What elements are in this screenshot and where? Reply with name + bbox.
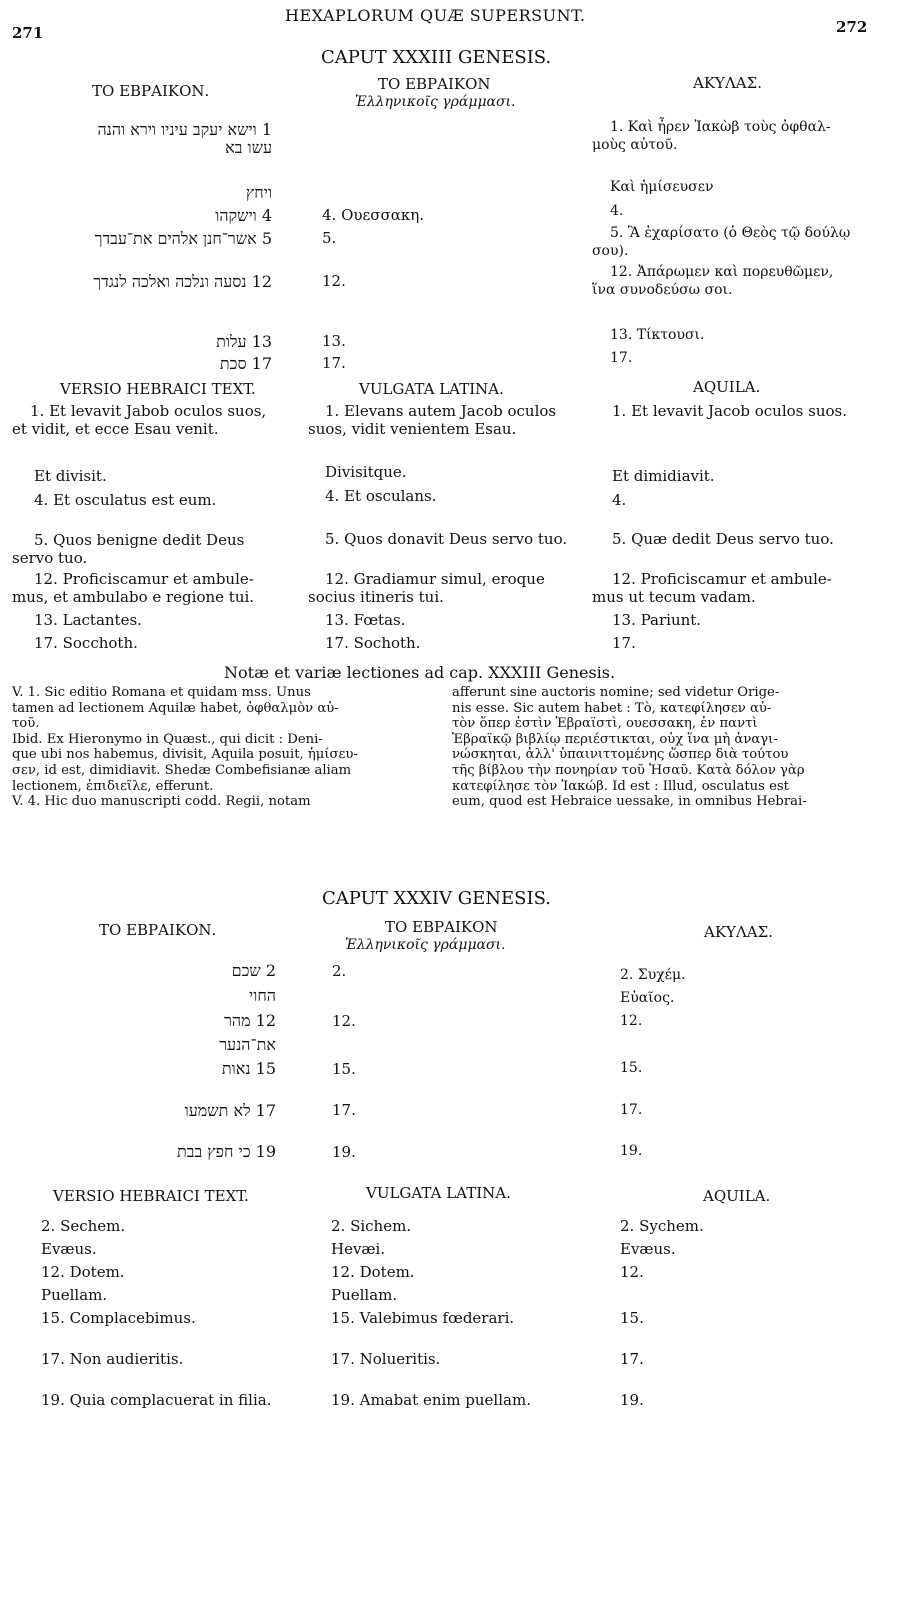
ch33-aquila-greek-v13: 13. Τίκτουσι.	[610, 327, 705, 343]
ch33-header-akylas: ΑΚΥΛΑΣ.	[693, 74, 762, 92]
ch34-vulgata-v17: 17. Nolueritis.	[331, 1350, 441, 1368]
ch33-aquila-greek-v5-line1: 5. Ἃ ἐχαρίσατο (ὁ Θεὸς τῷ δούλῳ	[610, 225, 851, 241]
notes-left-line: V. 1. Sic editio Romana et quidam mss. Unus	[12, 685, 311, 700]
ch33-aquila-latin-v17: 17.	[612, 634, 636, 652]
ch34-versio-evaeus: Evæus.	[41, 1240, 97, 1258]
ch34-aquila-latin-v12: 12.	[620, 1263, 644, 1281]
ch34-hebrew-v2: 2 שכם	[231, 961, 276, 980]
ch33-hebrew-v17: 17 סכת	[219, 354, 272, 373]
ch33-versio-v4: 4. Et osculatus est eum.	[34, 491, 217, 509]
ch34-versio-v15: 15. Complacebimus.	[41, 1309, 196, 1327]
ch34-hebrew-hivvi: החוי	[249, 986, 276, 1005]
ch33-aquila-latin-v12-line1: 12. Proficiscamur et ambule-	[612, 570, 832, 588]
ch33-aquila-greek-v12-line1: 12. Ἀπάρωμεν καὶ πορευθῶμεν,	[610, 264, 834, 280]
ch33-aquila-greek-v5-line2: σου).	[592, 243, 629, 259]
ch34-header-aquila: AQUILA.	[703, 1187, 771, 1205]
ch34-versio-v17: 17. Non audieritis.	[41, 1350, 184, 1368]
ch34-vulgata-puellam: Puellam.	[331, 1286, 398, 1304]
ch34-header-hebraikon: ΤΟ ΕΒΡΑΙΚΟΝ.	[99, 921, 217, 939]
ch34-aquila-greek-v17: 17.	[620, 1102, 643, 1118]
page-number-left: 271	[12, 24, 44, 42]
ch33-versio-divisit: Et divisit.	[34, 467, 107, 485]
ch33-hebrew-v1-line1: 1 וישא יעקב עיניו וירא והנה	[97, 120, 272, 139]
ch33-aquila-greek-v12-line2: ἵνα συνοδεύσω σοι.	[592, 282, 733, 298]
ch34-hebrew-v19: 19 כי חפץ בבת	[177, 1142, 276, 1161]
notes-right-column	[452, 685, 882, 810]
ch33-versio-v5-line1: 5. Quos benigne dedit Deus	[34, 531, 245, 549]
chapter-33-title: CAPUT XXXIII GENESIS.	[321, 47, 552, 68]
ch33-aquila-greek-divisit: Καὶ ἡμίσευσεν	[610, 179, 714, 195]
ch33-aquila-latin-v13: 13. Pariunt.	[612, 611, 702, 629]
ch33-aquila-greek-v4: 4.	[610, 203, 624, 219]
notes-left-column	[12, 685, 432, 810]
ch34-versio-v12: 12. Dotem.	[41, 1263, 125, 1281]
ch33-hebrew-v5: 5 אשר־חנן אלהים את־עבדך	[94, 229, 272, 248]
notes-left-line: Ibid. Ex Hieronymo in Quæst., qui dicit : Deni-	[12, 731, 323, 747]
ch33-hebrew-divisit: ויחץ	[245, 183, 272, 202]
ch33-aquila-greek-v17: 17.	[610, 350, 633, 366]
ch34-versio-v2: 2. Sechem.	[41, 1217, 126, 1235]
ch33-vulgata-v17: 17. Sochoth.	[325, 634, 421, 652]
chapter-34-title: CAPUT XXXIV GENESIS.	[322, 888, 551, 909]
ch33-versio-v13: 13. Lactantes.	[34, 611, 142, 629]
ch34-translit-v2: 2.	[332, 962, 347, 980]
ch34-translit-v17: 17.	[332, 1101, 356, 1119]
ch33-versio-v17: 17. Socchoth.	[34, 634, 138, 652]
notes-right-line: τὸν ὅπερ ἐστὶν Ἑβραϊστὶ, ουεσσακη, ἐν παντὶ	[452, 716, 758, 732]
notes-right-line: afferunt sine auctoris nomine; sed videtur Orige-	[452, 685, 780, 700]
notes-left-line: que ubi nos habemus, divisit, Aquila posuit, ἡμίσευ-	[12, 747, 358, 763]
ch34-aquila-latin-v19: 19.	[620, 1391, 644, 1409]
ch33-translit-v13: 13.	[322, 332, 346, 350]
ch34-aquila-latin-evaeus: Evæus.	[620, 1240, 676, 1258]
notes-left-line: lectionem, ἐπιδιεῖλε, efferunt.	[12, 778, 214, 794]
ch33-aquila-latin-v5: 5. Quæ dedit Deus servo tuo.	[612, 530, 834, 548]
ch34-hebrew-naar: את־הנער	[219, 1035, 276, 1054]
ch34-vulgata-hevaei: Hevæi.	[331, 1240, 386, 1258]
ch33-vulgata-v5: 5. Quos donavit Deus servo tuo.	[325, 530, 568, 548]
ch34-header-akylas: ΑΚΥΛΑΣ.	[704, 923, 773, 941]
notes-right-line: nis esse. Sic autem habet : Τὸ, κατεφίλησεν αὐ-	[452, 700, 772, 716]
ch34-vulgata-v19: 19. Amabat enim puellam.	[331, 1391, 531, 1409]
ch34-aquila-greek-v12: 12.	[620, 1013, 643, 1029]
ch33-vulgata-v12-line1: 12. Gradiamur simul, eroque	[325, 570, 545, 588]
ch33-translit-v12: 12.	[322, 272, 346, 290]
notes-right-line: eum, quod est Hebraice uessake, in omnibus Hebrai-	[452, 794, 807, 810]
running-title: HEXAPLORUM QUÆ SUPERSUNT.	[285, 6, 586, 25]
ch34-versio-puellam: Puellam.	[41, 1286, 108, 1304]
ch33-translit-v17: 17.	[322, 354, 346, 372]
ch34-versio-v19: 19. Quia complacuerat in filia.	[41, 1391, 272, 1409]
page-number-right: 272	[836, 18, 868, 36]
notes-right-line: Ἑβραϊκῷ βιβλίῳ περιέστικται, οὐχ ἵνα μὴ ἀναγι-	[452, 731, 778, 747]
ch33-header-versio: VERSIO HEBRAICI TEXT.	[60, 380, 256, 398]
ch34-aquila-latin-v17: 17.	[620, 1350, 644, 1368]
ch33-versio-v1-line2: et vidit, et ecce Esau venit.	[12, 420, 219, 438]
ch34-aquila-greek-v2: 2. Συχέμ.	[620, 967, 686, 983]
ch34-translit-v19: 19.	[332, 1143, 356, 1161]
ch33-aquila-latin-divisit: Et dimidiavit.	[612, 467, 715, 485]
ch34-header-versio: VERSIO HEBRAICI TEXT.	[53, 1187, 249, 1205]
ch33-aquila-latin-v12-line2: mus ut tecum vadam.	[592, 588, 756, 606]
ch33-vulgata-v4: 4. Et osculans.	[325, 487, 437, 505]
notes-left-line: tamen ad lectionem Aquilæ habet, ὀφθαλμὸν αὐ-	[12, 700, 339, 716]
ch33-header-aquila: AQUILA.	[693, 378, 761, 396]
ch34-aquila-latin-v15: 15.	[620, 1309, 644, 1327]
ch33-hebrew-v13: 13 עלות	[216, 332, 272, 351]
ch33-aquila-greek-v1-line1: 1. Καὶ ἦρεν Ἰακὼβ τοὺς ὀφθαλ-	[610, 119, 831, 135]
ch34-vulgata-v12: 12. Dotem.	[331, 1263, 415, 1281]
ch33-header-hebraikon-greek: ΤΟ ΕΒΡΑΙΚΟΝ	[378, 75, 491, 93]
ch33-aquila-greek-v1-line2: μοὺς αὐτοῦ.	[592, 137, 678, 153]
ch33-aquila-latin-v1: 1. Et levavit Jacob oculos suos.	[612, 402, 847, 420]
ch34-aquila-greek-evaios: Εὐαῖος.	[620, 990, 675, 1006]
notes-left-line: V. 4. Hic duo manuscripti codd. Regii, notam	[12, 794, 311, 810]
ch34-header-hellenikois: Ἑλληνικοῖς γράμμασι.	[345, 937, 506, 953]
ch34-translit-v15: 15.	[332, 1060, 356, 1078]
ch33-versio-v12-line1: 12. Proficiscamur et ambule-	[34, 570, 254, 588]
ch34-header-hebraikon-greek: ΤΟ ΕΒΡΑΙΚΟΝ	[385, 918, 498, 936]
ch33-versio-v12-line2: mus, et ambulabo e regione tui.	[12, 588, 255, 606]
ch33-translit-v5: 5.	[322, 229, 337, 247]
ch33-translit-v4: 4. Ουεσσακη.	[322, 206, 425, 224]
ch33-vulgata-v13: 13. Fœtas.	[325, 611, 406, 629]
ch34-aquila-latin-v2: 2. Sychem.	[620, 1217, 704, 1235]
notes-right-line: νώσκηται, ἀλλ' ὑπαινιττομένης ὥσπερ διὰ τούτου	[452, 747, 789, 763]
ch34-aquila-greek-v19: 19.	[620, 1143, 643, 1159]
ch34-aquila-greek-v15: 15.	[620, 1060, 643, 1076]
ch33-aquila-latin-v4: 4.	[612, 491, 627, 509]
ch33-header-hellenikois: Ἑλληνικοῖς γράμμασι.	[355, 94, 516, 110]
ch33-vulgata-v1-line2: suos, vidit venientem Esau.	[308, 420, 517, 438]
ch33-hebrew-v1-line2: עשו בא	[225, 138, 272, 157]
ch33-hebrew-v12: 12 נסעה ונלכה ואלכה לנגדך	[93, 272, 272, 291]
ch33-versio-v5-line2: servo tuo.	[12, 549, 88, 567]
notes-left-line: τοῦ.	[12, 716, 40, 732]
notes-left-line: σεν, id est, dimidiavit. Shedæ Combefisianæ aliam	[12, 762, 352, 778]
ch34-hebrew-v17: 17 לא תשמעו	[184, 1101, 276, 1120]
ch33-hebrew-v4: 4 וישקהו	[215, 206, 272, 225]
notes-right-line: τῆς βίβλου τὴν πονηρίαν τοῦ Ἡσαῦ. Κατὰ δόλον γὰρ	[452, 762, 805, 778]
ch33-vulgata-divisit: Divisitque.	[325, 463, 407, 481]
ch33-vulgata-v1-line1: 1. Elevans autem Jacob oculos	[325, 402, 557, 420]
ch34-hebrew-v15: 15 נאות	[221, 1059, 276, 1078]
ch33-header-vulgata: VULGATA LATINA.	[359, 380, 504, 398]
ch33-versio-v1-line1: 1. Et levavit Jabob oculos suos,	[30, 402, 267, 420]
ch34-vulgata-v15: 15. Valebimus fœderari.	[331, 1309, 515, 1327]
ch34-translit-v12: 12.	[332, 1012, 356, 1030]
ch34-hebrew-v12: 12 מהר	[224, 1011, 276, 1030]
notes-title: Notæ et variæ lectiones ad cap. XXXIII Genesis.	[224, 663, 616, 682]
ch34-vulgata-v2: 2. Sichem.	[331, 1217, 412, 1235]
notes-right-line: κατεφίλησε τὸν Ἰακώβ. Id est : Illud, osculatus est	[452, 778, 789, 794]
ch33-header-hebraikon: ΤΟ ΕΒΡΑΙΚΟΝ.	[92, 82, 210, 100]
ch33-vulgata-v12-line2: socius itineris tui.	[308, 588, 444, 606]
ch34-header-vulgata: VULGATA LATINA.	[366, 1184, 511, 1202]
